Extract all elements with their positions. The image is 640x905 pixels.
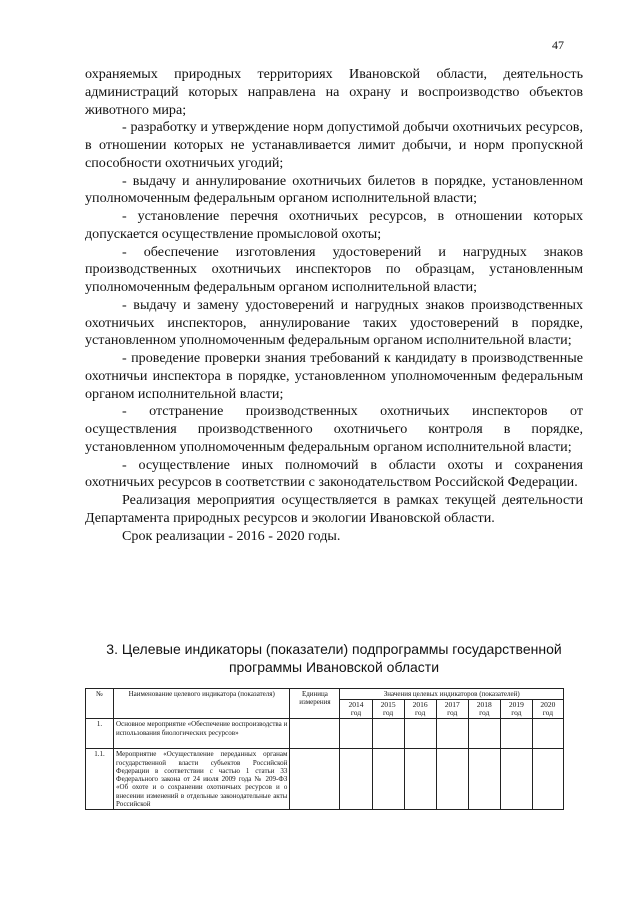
header-indicator-name: Наименование целевого индикатора (показателя) [114, 689, 290, 719]
value-cell [532, 719, 563, 749]
header-year: 2014 год [340, 700, 372, 719]
paragraph: - разработку и утверждение норм допустимой добычи охотничьих ресурсов, в отношении которых не устанавливается лимит добычи, и норм пропускной способности охотничьих угодий; [85, 119, 583, 171]
table-row [86, 719, 564, 749]
page-number: 47 [552, 38, 564, 52]
row-num: 1.1. [86, 749, 114, 810]
paragraph: - выдачу и замену удостоверений и нагрудных знаков производственных охотничьих инспекторов, аннулирование таких удостоверений в порядке, установленном уполномоченным федеральным органом исполнительной власти; [85, 296, 583, 349]
paragraph: - обеспечение изготовления удостоверений и нагрудных знаков производственных охотничьих инспекторов по образцам, установленным уполномоченным федеральным органом исполнительной власти; [85, 243, 583, 295]
value-cell [372, 749, 404, 810]
row-num: 1. [86, 719, 114, 749]
section-title: 3. Целевые индикаторы (показатели) подпрограммы государственной программы Ивановской области [106, 641, 562, 675]
table-row [86, 749, 564, 810]
paragraph: - отстранение производственных охотничьих инспекторов от осуществления производственного охотничьего контроля в порядке, установленном уполномоченным федеральным органом исполнительной власти; [85, 403, 583, 455]
header-unit: Единица измерения [290, 689, 340, 719]
row-unit [290, 719, 340, 749]
paragraph: охраняемых природных территориях Ивановской области, деятельность администраций которых направлена на охрану и воспроизводство объектов животного мира; [85, 66, 583, 118]
paragraph: - выдачу и аннулирование охотничьих билетов в порядке, установленном уполномоченным федеральным органом исполнительной власти; [85, 172, 583, 207]
value-cell [340, 749, 372, 810]
value-cell [500, 749, 532, 810]
paragraph: - проведение проверки знания требований к кандидату в производственные охотничьи инспектора в порядке, установленном уполномоченным федеральным органом исполнительной власти; [85, 350, 583, 402]
header-year: 2018 год [468, 700, 500, 719]
row-unit [290, 749, 340, 810]
row-indicator-name: Основное мероприятие «Обеспечение воспроизводства и использования биологических ресурсов» [114, 719, 290, 749]
value-cell [436, 719, 468, 749]
value-cell [532, 749, 563, 810]
header-values: Значения целевых индикаторов (показателей) [340, 689, 564, 700]
paragraph: - установление перечня охотничьих ресурсов, в отношении которых допускается осуществление промысловой охоты; [85, 208, 583, 242]
header-year: 2019 год [500, 700, 532, 719]
table-header-row [86, 689, 564, 700]
value-cell [468, 749, 500, 810]
header-year: 2016 год [404, 700, 436, 719]
row-indicator-name: Мероприятие «Осуществление переданных органам государственной власти субъектов Российской Федерации в соответствии с частью 1 статьи 33 Федерального закона от 24 июля 2009 года № 209-ФЗ «Об охоте и о сохранении охотничьих ресурсов и о внесении изменений в отдельные законодательные акты Российской [114, 749, 290, 810]
value-cell [404, 749, 436, 810]
paragraph: - осуществление иных полномочий в области охоты и сохранения охотничьих ресурсов в соответствии с законодательством Российской Федерации. [85, 456, 583, 491]
indicators-table [85, 688, 564, 810]
header-year: 2015 год [372, 700, 404, 719]
value-cell [468, 719, 500, 749]
value-cell [372, 719, 404, 749]
header-year: 2017 год [436, 700, 468, 719]
paragraph: Срок реализации - 2016 - 2020 годы. [122, 527, 341, 544]
header-num: № [86, 689, 114, 719]
value-cell [404, 719, 436, 749]
body-text [85, 66, 583, 545]
paragraph: Реализация мероприятия осуществляется в рамках текущей деятельности Департамента природных ресурсов и экологии Ивановской области. [85, 492, 583, 526]
value-cell [436, 749, 468, 810]
header-year: 2020 год [532, 700, 563, 719]
value-cell [340, 719, 372, 749]
value-cell [500, 719, 532, 749]
